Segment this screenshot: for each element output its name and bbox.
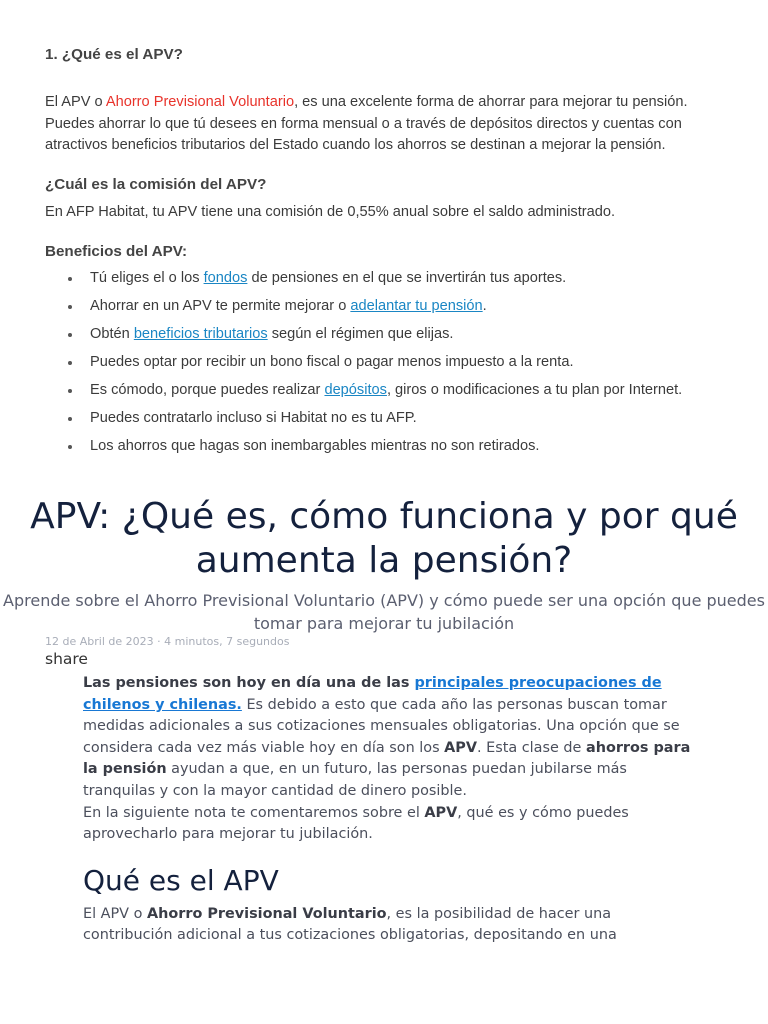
benefit-text: Ahorrar en un APV te permite mejorar o: [90, 298, 351, 315]
benefits-title: Beneficios del APV:: [45, 243, 188, 261]
article-subtitle: Aprende sobre el Ahorro Previsional Voluntario (APV) y cómo puede ser una opción que puedes tomar para mejorar tu jubilación: [3, 591, 765, 633]
bold-text: Ahorro Previsional Voluntario: [147, 905, 387, 922]
section-heading: Qué es el APV: [83, 863, 279, 897]
article-paragraph: [83, 803, 693, 846]
article-paragraph: [83, 904, 693, 947]
article-title: APV: ¿Qué es, cómo funciona y por qué aumenta la pensión?: [30, 496, 738, 581]
paragraph-text: En la siguiente nota te comentaremos sobre el: [83, 804, 425, 821]
benefits-list: [45, 268, 735, 464]
share-button[interactable]: share: [45, 650, 88, 668]
lead-bold-text: Las pensiones son hoy en día una de las: [83, 675, 415, 691]
intro-text-start: El APV o: [45, 94, 106, 110]
paragraph-text: , qué es y cómo puedes aprovecharlo para mejorar tu jubilación.: [83, 804, 629, 843]
benefit-link[interactable]: depósitos: [324, 382, 387, 399]
benefit-text: Tú eliges el o los: [90, 270, 204, 287]
benefit-text: Los ahorros que hagas son inembargables mientras no son retirados.: [90, 438, 540, 455]
benefit-item: [45, 408, 735, 436]
commission-text: En AFP Habitat, tu APV tiene una comisión de 0,55% anual sobre el saldo administrado.: [45, 203, 616, 220]
benefit-item: [45, 380, 735, 408]
benefit-item: [45, 296, 735, 324]
paragraph-text: . Esta clase de: [476, 739, 586, 756]
benefit-text: , giros o modificaciones a tu plan por Internet.: [386, 382, 683, 399]
section-title: 1. ¿Qué es el APV?: [45, 46, 183, 63]
benefit-text: .: [482, 298, 487, 315]
paragraph-text: Es debido a esto que cada año las personas buscan tomar medidas adicionales a sus cotizaciones mensuales obligatorias. Una opción que se considera cada vez más viable hoy en día son los: [83, 696, 680, 756]
benefit-link[interactable]: adelantar tu pensión: [350, 298, 483, 315]
bold-text: ahorros para la pensión: [83, 739, 691, 778]
benefit-text: según el régimen que elijas.: [267, 326, 454, 343]
benefit-link[interactable]: beneficios tributarios: [133, 326, 268, 343]
benefit-item: [45, 436, 735, 464]
benefit-item: [45, 352, 735, 380]
article-meta: 12 de Abril de 2023 · 4 minutos, 7 segundos: [45, 635, 290, 648]
benefit-text: Es cómodo, porque puedes realizar: [90, 382, 325, 399]
paragraph-text: El APV o: [83, 905, 147, 922]
article-paragraph: [83, 673, 693, 803]
intro-paragraph: [45, 92, 735, 157]
preocupaciones-link[interactable]: principales preocupaciones de chilenos y chilenas.: [83, 675, 662, 713]
article-section: [0, 495, 768, 944]
paragraph-text: , es la posibilidad de hacer una contribución adicional a tus cotizaciones obligatorias, depositando en una: [83, 905, 617, 944]
benefit-text: de pensiones en el que se invertirán tus aportes.: [247, 270, 567, 287]
benefit-item: [45, 268, 735, 296]
article-body: [83, 673, 693, 947]
intro-text-end: , es una excelente forma de ahorrar para mejorar tu pensión. Puedes ahorrar lo que tú desees en forma mensual o a través de depósitos directos y cuentas con atractivos beneficios tributarios del Estado cuando los ahorros se destinan a mejorar la pensión.: [45, 94, 688, 154]
intro-highlight: Ahorro Previsional Voluntario: [105, 94, 295, 110]
benefit-text: Obtén: [90, 326, 134, 343]
benefit-link[interactable]: fondos: [203, 270, 248, 287]
commission-title: ¿Cuál es la comisión del APV?: [45, 175, 267, 193]
bold-text: APV: [424, 804, 458, 821]
apv-info-section: [45, 46, 735, 464]
bold-text: APV: [444, 739, 477, 756]
benefit-item: [45, 324, 735, 352]
benefit-text: Puedes contratarlo incluso si Habitat no es tu AFP.: [90, 410, 417, 427]
benefit-text: Puedes optar por recibir un bono fiscal o pagar menos impuesto a la renta.: [90, 354, 574, 371]
paragraph-text: ayudan a que, en un futuro, las personas puedan jubilarse más tranquilas y con la mayor cantidad de dinero posible.: [83, 761, 627, 799]
